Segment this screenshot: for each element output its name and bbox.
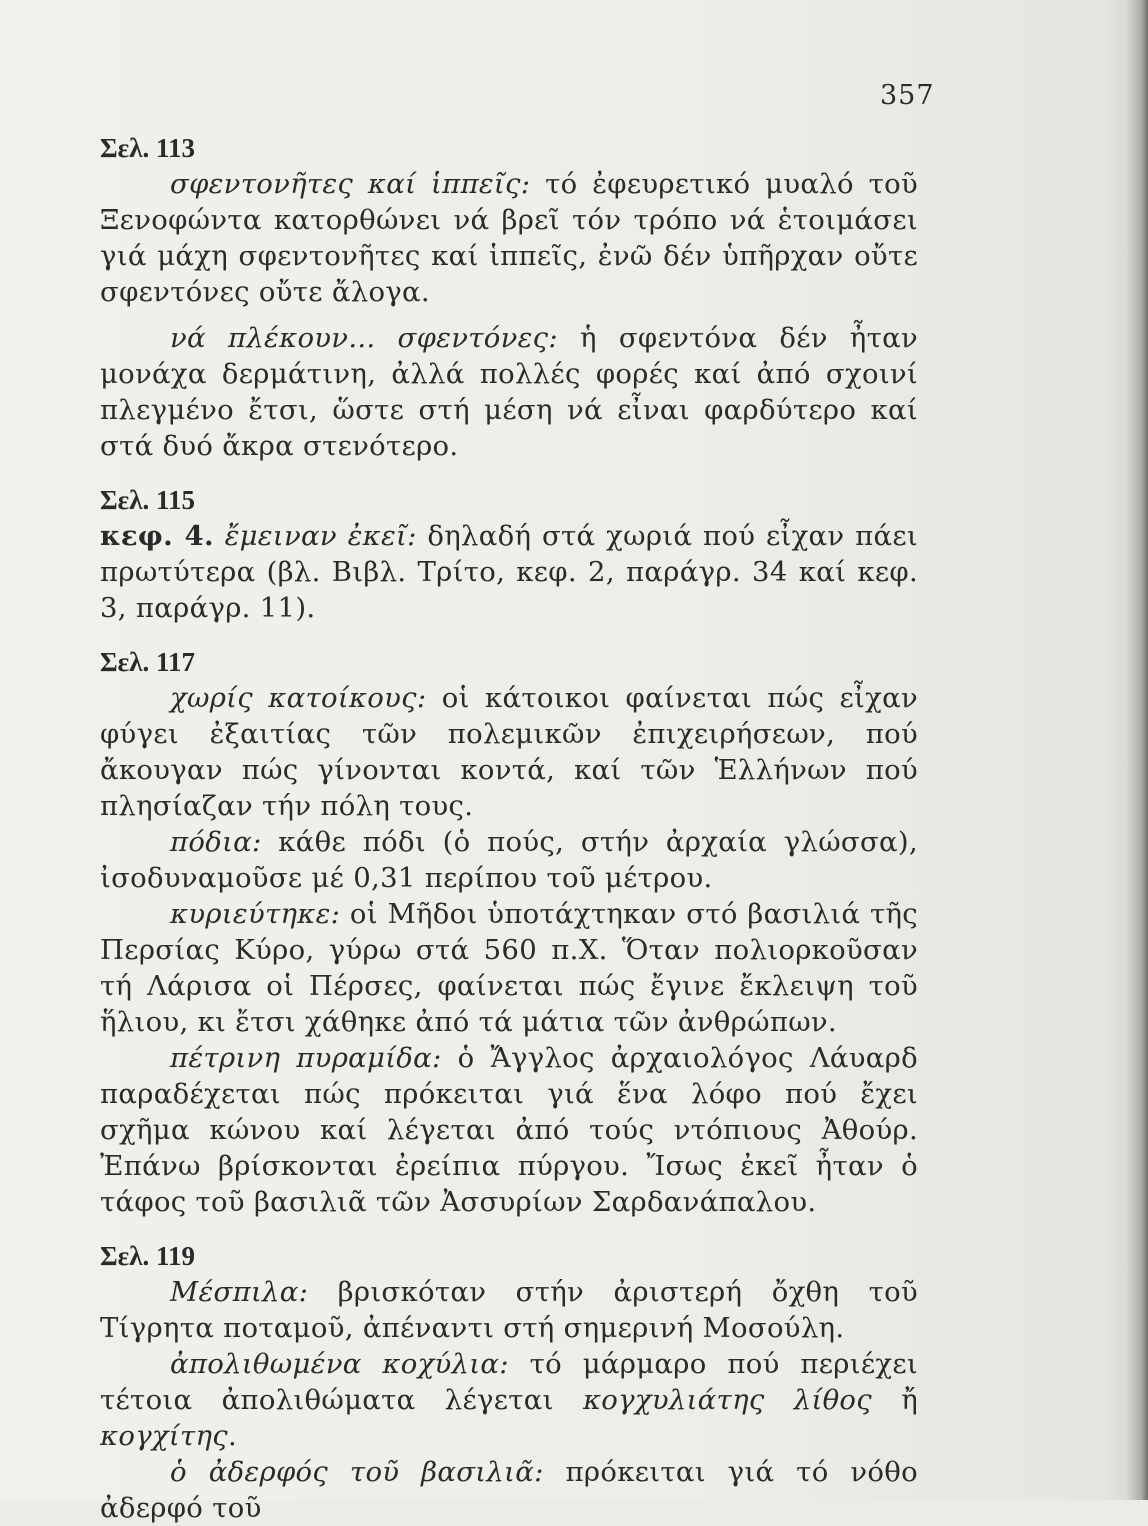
notes-content	[100, 130, 918, 1526]
note-term: ἔμειναν ἐκεῖ:	[213, 520, 417, 552]
note-entry	[100, 1274, 918, 1346]
note-term: ἀπολιθωμένα κοχύλια:	[170, 1348, 509, 1380]
note-text: .	[227, 1420, 238, 1452]
note-entry	[100, 1454, 918, 1526]
note-entry	[100, 320, 918, 464]
section-heading: Σελ. 117	[100, 647, 195, 677]
note-term: πέτρινη πυραμίδα:	[170, 1042, 442, 1074]
note-entry	[100, 1346, 918, 1454]
note-term: χωρίς κατοίκους:	[170, 682, 427, 714]
section-heading: Σελ. 119	[100, 1241, 195, 1271]
note-term-inline: κογχίτης	[100, 1420, 228, 1452]
note-term: νά πλέκουν... σφεντόνες:	[170, 322, 558, 354]
page-number: 357	[880, 80, 935, 111]
note-text: τό μάρμαρο πού περιέχει τέτοια ἀπολιθώματα λέγεται	[100, 1348, 918, 1416]
note-text: ὁ Ἄγγλος ἀρχαιολόγος Λάυαρδ παραδέχεται πώς πρόκειται γιά ἕνα λόφο πού ἔχει σχῆμα κώνου καί λέγεται ἀπό τούς ντόπιους Ἀθούρ. Ἐπάνω βρίσκονται ἐρείπια πύργου. Ἴσως ἐκεῖ ἦταν ὁ τάφος τοῦ βασιλιᾶ τῶν Ἀσσυρίων Σαρδανάπαλου.	[100, 1042, 918, 1218]
note-text: βρισκόταν στήν ἀριστερή ὄχθη τοῦ Τίγρητα ποταμοῦ, ἀπέναντι στή σημερινή Μοσούλη.	[100, 1276, 918, 1344]
note-text: κάθε πόδι (ὁ πούς, στήν ἀρχαία γλώσσα), ἰσοδυναμοῦσε μέ 0,31 περίπου τοῦ μέτρου.	[100, 826, 918, 894]
note-entry	[100, 680, 918, 824]
note-entry	[100, 166, 918, 310]
note-term: σφεντονῆτες καί ἱππεῖς:	[170, 168, 531, 200]
note-text: οἱ Μῆδοι ὑποτάχτηκαν στό βασιλιά τῆς Περσίας Κύρο, γύρω στά 560 π.Χ. Ὅταν πολιορκοῦσαν τή Λάρισα οἱ Πέρσες, φαίνεται πώς ἔγινε ἔκλειψη τοῦ ἥλιου, κι ἔτσι χάθηκε ἀπό τά μάτια τῶν ἀνθρώπων.	[100, 898, 918, 1038]
note-entry	[100, 1040, 918, 1220]
section-heading: Σελ. 113	[100, 133, 195, 163]
note-text: οἱ κάτοικοι φαίνεται πώς εἶχαν φύγει ἐξαιτίας τῶν πολεμικῶν ἐπιχειρήσεων, πού ἄκουγαν πώς γίνονται κοντά, καί τῶν Ἑλλήνων πού πλησίαζαν τήν πόλη τους.	[100, 682, 918, 822]
note-entry	[100, 896, 918, 1040]
note-text: δηλαδή στά χωριά πού εἶχαν πάει πρωτύτερα (βλ. Βιβλ. Τρίτο, κεφ. 2, παράγρ. 34 καί κεφ. 3, παράγρ. 11).	[100, 520, 919, 624]
note-lead: κεφ. 4.	[100, 520, 214, 552]
note-term: Μέσπιλα:	[170, 1276, 309, 1308]
note-term: ὁ ἀδερφός τοῦ βασιλιᾶ:	[170, 1456, 544, 1488]
note-text: ἤ	[872, 1384, 918, 1416]
page-edge-shadow	[1126, 0, 1148, 1500]
note-text: ἡ σφεντόνα δέν ἦταν μονάχα δερμάτινη, ἀλλά πολλές φορές καί ἀπό σχοινί πλεγμένο ἔτσι, ὥστε στή μέση νά εἶναι φαρδύτερο καί στά δυό ἄκρα στενότερο.	[100, 322, 918, 462]
section-heading: Σελ. 115	[100, 485, 195, 515]
note-term-inline: κογχυλιάτης λίθος	[582, 1384, 872, 1416]
note-text: τό ἐφευρετικό μυαλό τοῦ Ξενοφώντα κατορθώνει νά βρεῖ τόν τρόπο νά ἑτοιμάσει γιά μάχη σφεντονῆτες καί ἱππεῖς, ἐνῶ δέν ὑπῆρχαν οὔτε σφεντόνες οὔτε ἄλογα.	[100, 168, 918, 308]
note-text: πρόκειται γιά τό νόθο ἀδερφό τοῦ	[100, 1456, 918, 1524]
note-entry	[100, 518, 918, 626]
note-term: πόδια:	[170, 826, 262, 858]
note-entry	[100, 824, 918, 896]
note-term: κυριεύτηκε:	[170, 898, 341, 930]
